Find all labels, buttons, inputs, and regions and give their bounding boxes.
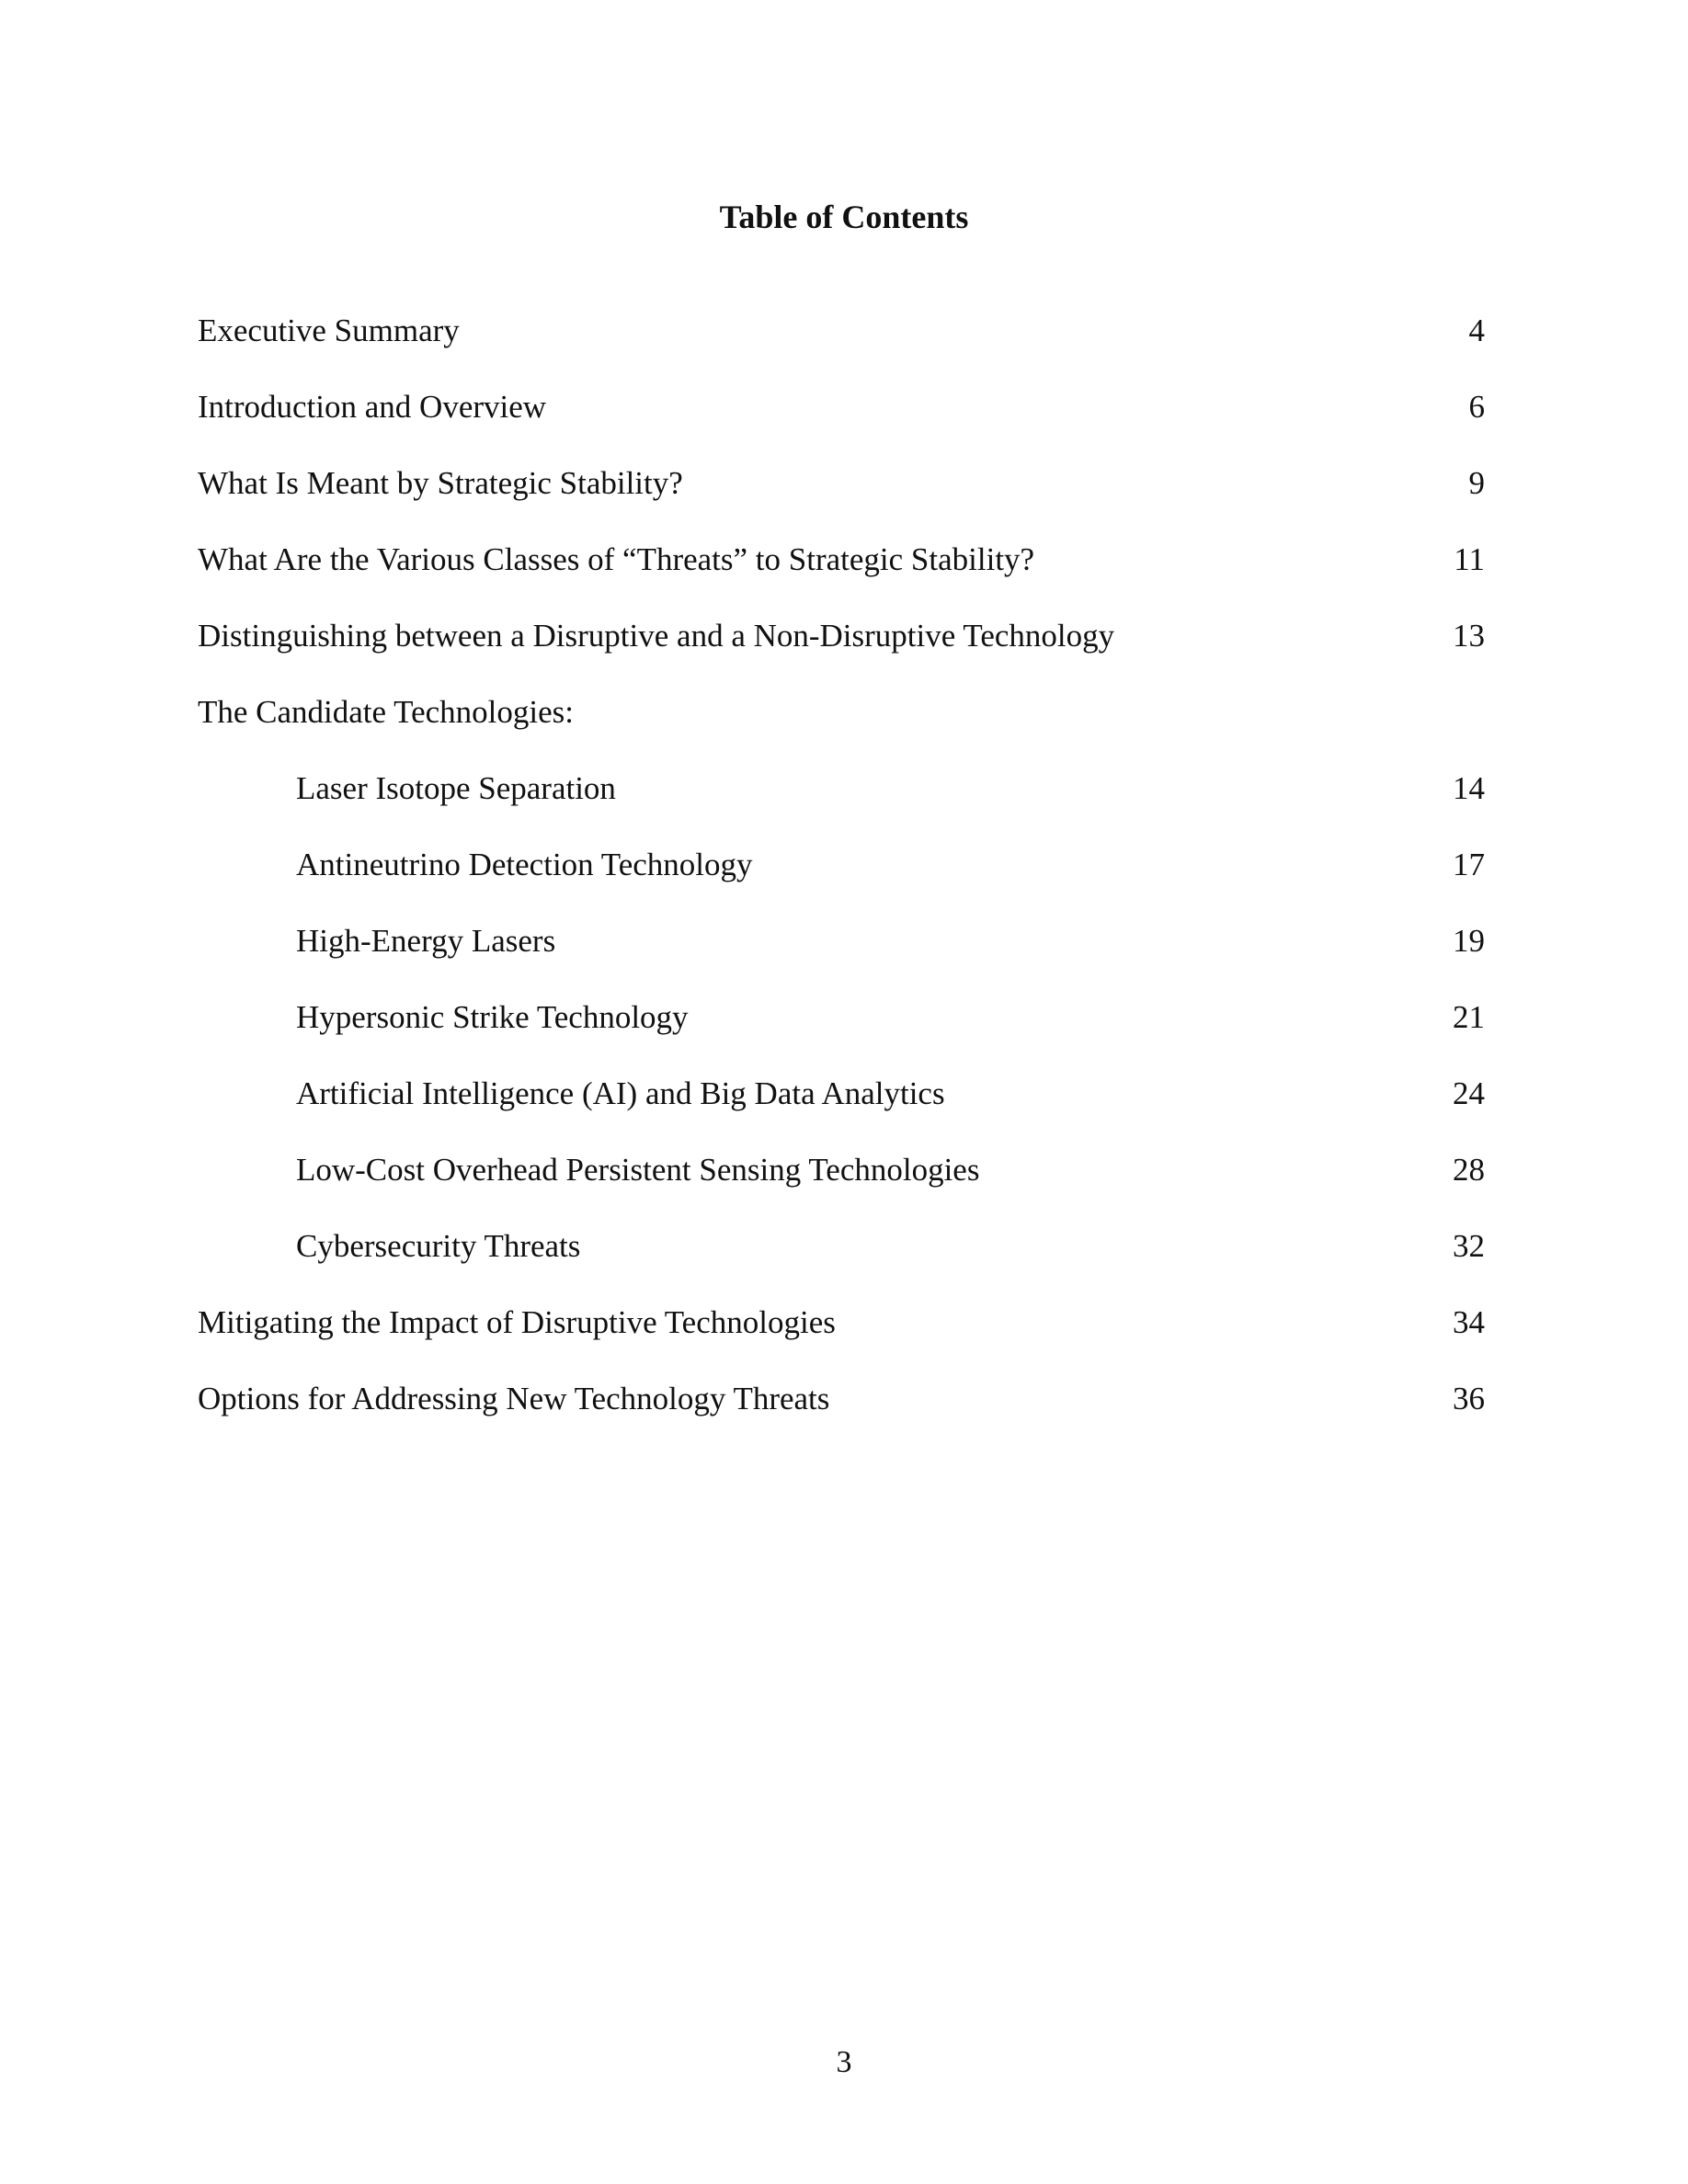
- toc-entry-persistent-sensing: [198, 1147, 1485, 1223]
- toc-list: [198, 308, 1485, 1452]
- toc-entry-label: What Are the Various Classes of “Threats” to Strategic Stability?: [198, 541, 1035, 577]
- toc-entry-label: Executive Summary: [198, 313, 460, 348]
- toc-entry-page: 19: [1453, 923, 1485, 959]
- toc-entry-antineutrino-detection: [198, 842, 1485, 918]
- toc-entry-page: 28: [1453, 1152, 1485, 1188]
- toc-entry-label: The Candidate Technologies:: [198, 694, 575, 730]
- toc-entry-introduction: [198, 384, 1485, 461]
- toc-entry-page: 14: [1453, 770, 1485, 806]
- toc-entry-page: 13: [1453, 618, 1485, 654]
- toc-entry-classes-of-threats: [198, 537, 1485, 613]
- toc-entry-label: Low-Cost Overhead Persistent Sensing Technologies: [296, 1152, 980, 1188]
- toc-entry-mitigating-impact: [198, 1300, 1485, 1376]
- toc-entry-strategic-stability: [198, 461, 1485, 537]
- toc-entry-label: Introduction and Overview: [198, 389, 547, 425]
- toc-entry-label: Hypersonic Strike Technology: [296, 999, 689, 1035]
- toc-entry-page: 11: [1454, 541, 1485, 577]
- toc-entry-distinguishing: [198, 613, 1485, 689]
- toc-entry-label: Cybersecurity Threats: [296, 1228, 581, 1264]
- toc-title: Table of Contents: [719, 199, 969, 235]
- toc-entry-hypersonic-strike: [198, 995, 1485, 1071]
- toc-entry-page: 17: [1453, 847, 1485, 882]
- toc-entry-page: 6: [1468, 389, 1485, 425]
- toc-entry-ai-big-data: [198, 1071, 1485, 1147]
- toc-entry-page: 32: [1453, 1228, 1485, 1264]
- toc-entry-label: Artificial Intelligence (AI) and Big Data Analytics: [296, 1075, 945, 1111]
- toc-entry-page: 34: [1453, 1304, 1485, 1340]
- toc-entry-laser-isotope-separation: [198, 766, 1485, 842]
- page-number: 3: [836, 2045, 852, 2079]
- toc-entry-options-addressing: [198, 1376, 1485, 1452]
- toc-entry-executive-summary: [198, 308, 1485, 384]
- toc-entry-label: Distinguishing between a Disruptive and a Non-Disruptive Technology: [198, 618, 1115, 654]
- toc-entry-label: What Is Meant by Strategic Stability?: [198, 465, 683, 501]
- toc-entry-candidate-technologies: [198, 689, 1485, 766]
- toc-entry-label: High-Energy Lasers: [296, 923, 556, 959]
- toc-entry-page: 4: [1468, 313, 1485, 348]
- toc-entry-cybersecurity-threats: [198, 1223, 1485, 1300]
- toc-entry-label: Antineutrino Detection Technology: [296, 847, 753, 882]
- toc-entry-page: 24: [1453, 1075, 1485, 1111]
- toc-entry-label: Options for Addressing New Technology Threats: [198, 1381, 830, 1416]
- toc-entry-label: Mitigating the Impact of Disruptive Technologies: [198, 1304, 836, 1340]
- toc-entry-page: 21: [1453, 999, 1485, 1035]
- toc-entry-label: Laser Isotope Separation: [296, 770, 616, 806]
- toc-entry-page: 36: [1453, 1381, 1485, 1416]
- toc-entry-page: 9: [1468, 465, 1485, 501]
- toc-entry-high-energy-lasers: [198, 918, 1485, 995]
